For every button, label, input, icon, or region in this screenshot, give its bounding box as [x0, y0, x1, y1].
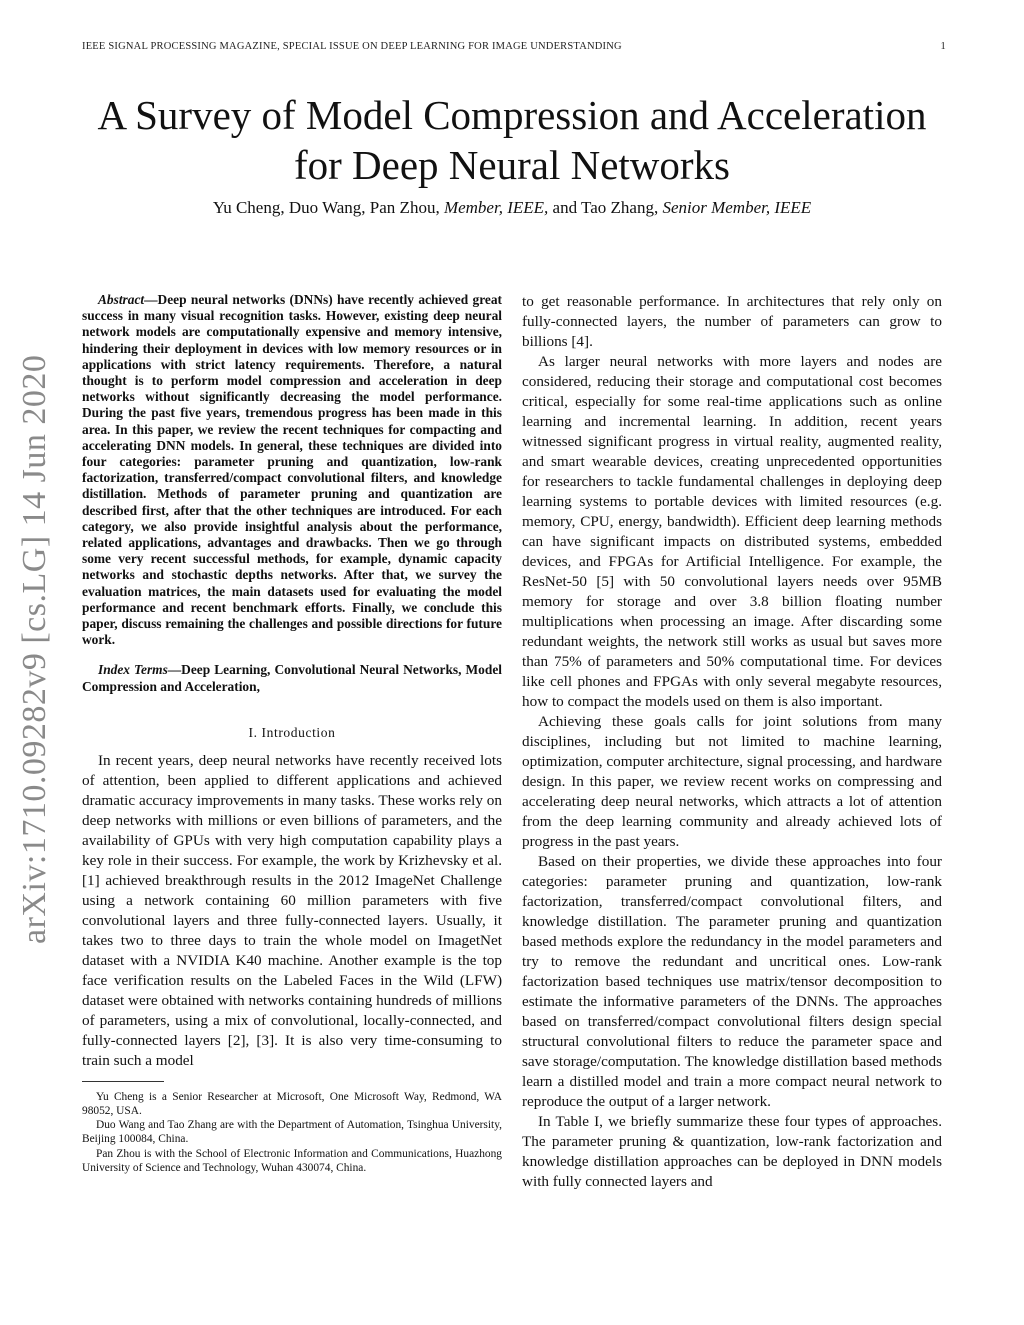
body-paragraph: Based on their properties, we divide these approaches into four categories: parameter pruning and quantization, low-rank factorization, transferred/compact convolutional filters, and knowledge distillation. The parameter pruning and quantization based methods explore the redundancy in the model parameters and try to remove the redundant and uncritical ones. Low-rank factorization based techniques use matrix/tensor decomposition to estimate the informative parameters of the DNNs. The approaches based on transferred/compact convolutional filters design special structural convolutional filters to reduce the parameter space and save storage/computation. The knowledge distillation based methods learn a distilled model and train a more compact neural network to reproduce the output of a larger network. [522, 853, 942, 1110]
running-head [82, 41, 946, 52]
arxiv-stamp: arXiv:1710.09282v9 [cs.LG] 14 Jun 2020 [16, 354, 53, 944]
right-column [522, 292, 942, 1192]
title-line-2: for Deep Neural Networks [293, 142, 731, 188]
running-head-text: IEEE SIGNAL PROCESSING MAGAZINE, SPECIAL ISSUE ON DEEP LEARNING FOR IMAGE UNDERSTANDING [82, 41, 622, 52]
title-line-1: A Survey of Model Compression and Acceleration [97, 92, 927, 138]
body-paragraph: to get reasonable performance. In architectures that rely only on fully-connected layers, the number of parameters can grow to billions [4]. [522, 293, 942, 350]
abstract [82, 292, 502, 648]
paper-title [40, 90, 984, 190]
footnote-affiliation: Yu Cheng is a Senior Researcher at Microsoft, One Microsoft Way, Redmond, WA 98052, USA. [82, 1090, 502, 1118]
abstract-text: —Deep neural networks (DNNs) have recently achieved great success in many visual recognition tasks. However, existing deep neural network models are computationally expensive and memory intensive, hindering their deployment in devices with low memory resources or in applications with strict latency requirements. Therefore, a natural thought is to perform model compression and acceleration in deep networks without significantly decreasing the model performance. During the past five years, tremendous progress has been made in this area. In this paper, we review the recent techniques for compacting and accelerating DNN models. In general, these techniques are divided into four categories: parameter pruning and quantization, low-rank factorization, transferred/compact convolutional filters, and knowledge distillation. Methods of parameter pruning and quantization are described first, after that the other techniques are introduced. For each category, we also provide insightful analysis about the performance, related applications, advantages and drawbacks. Then we go through some very recent successful methods, for example, dynamic capacity networks and stochastic depths networks. After that, we survey the evaluation matrices, the main datasets used for evaluating the model performance and recent benchmark efforts. Finally, we conclude this paper, discuss remaining the challenges and possible directions for future work. [82, 292, 502, 648]
body-paragraph: As larger neural networks with more layers and nodes are considered, reducing their storage and computational cost becomes critical, especially for some real-time applications such as online learning and incremental learning. In addition, recent years witnessed significant progress in virtual reality, augmented reality, and smart wearable devices, creating unprecedented opportunities for researchers to tackle fundamental challenges in deploying deep learning systems to portable devices with limited resources (e.g. memory, CPU, energy, bandwidth). Efficient deep learning methods can have significant impacts on distributed systems, embedded devices, and FPGAs for Artificial Intelligence. For example, the ResNet-50 [5] with 50 convolutional layers needs over 95MB memory for storage and over 3.8 billion floating number multiplications when processing an image. After discarding some redundant weights, the network still works as usual but saves more than 75% of parameters and 50% computational time. For devices like cell phones and FPGAs with only several megabyte resources, how to compact the models used on them is also important. [522, 353, 942, 710]
footnote-affiliation: Duo Wang and Tao Zhang are with the Department of Automation, Tsinghua University, Beijing 100084, China. [82, 1119, 502, 1146]
author-list [40, 198, 984, 218]
footnote-rule [82, 1081, 164, 1082]
author-role-b: Senior Member, IEEE [662, 198, 812, 217]
section-heading-introduction: I. Introduction [248, 724, 336, 740]
intro-paragraph-1: In recent years, deep neural networks have recently received lots of attention, been applied to different applications and achieved dramatic accuracy improvements in many tasks. These works rely on deep networks with millions or even billions of parameters, and the availability of GPUs with very high computation capability plays a key role in their success. For example, the work by Krizhevsky et al. [1] achieved breakthrough results in the 2012 ImageNet Challenge using a network containing 60 million parameters with five convolutional layers and three fully-connected layers. Usually, it takes two to three days to train the whole model on ImagetNet dataset with a NVIDIA K40 machine. Another example is the top face verification results on the Labeled Faces in the Wild (LFW) dataset were obtained with networks containing hundreds of millions of parameters, using a mix of convolutional, locally-connected, and fully-connected layers [2], [3]. It is also very time-consuming to train such a model [82, 751, 502, 1069]
page-number: 1 [940, 41, 946, 52]
author-names-a: Yu Cheng, Duo Wang, Pan Zhou, [212, 198, 440, 217]
footnote-affiliation: Pan Zhou is with the School of Electronic Information and Communications, Huazhong University of Science and Technology, Wuhan 430074, China. [82, 1147, 502, 1174]
abstract-lead: Abstract [98, 292, 145, 307]
author-names-b: and Tao Zhang, [552, 198, 659, 217]
index-terms-text: —Deep Learning, Convolutional Neural Networks, Model Compression and Acceleration, [82, 662, 502, 694]
index-terms [82, 662, 502, 694]
index-terms-lead: Index Terms [98, 662, 168, 678]
author-role-a: Member, IEEE, [443, 198, 549, 217]
body-paragraph: In Table I, we briefly summarize these four types of approaches. The parameter pruning & quantization, low-rank factorization and knowledge distillation approaches can be deployed in DNN models with fully connected layers and [522, 1113, 942, 1190]
left-column [82, 292, 502, 1175]
body-paragraph: Achieving these goals calls for joint solutions from many disciplines, including but not limited to machine learning, optimization, computer architecture, signal processing, and hardware design. In this paper, we review recent works on compressing and accelerating deep neural networks, which attracts a lot of attention from the deep learning community and already achieved lots of progress in the past years. [522, 713, 942, 850]
